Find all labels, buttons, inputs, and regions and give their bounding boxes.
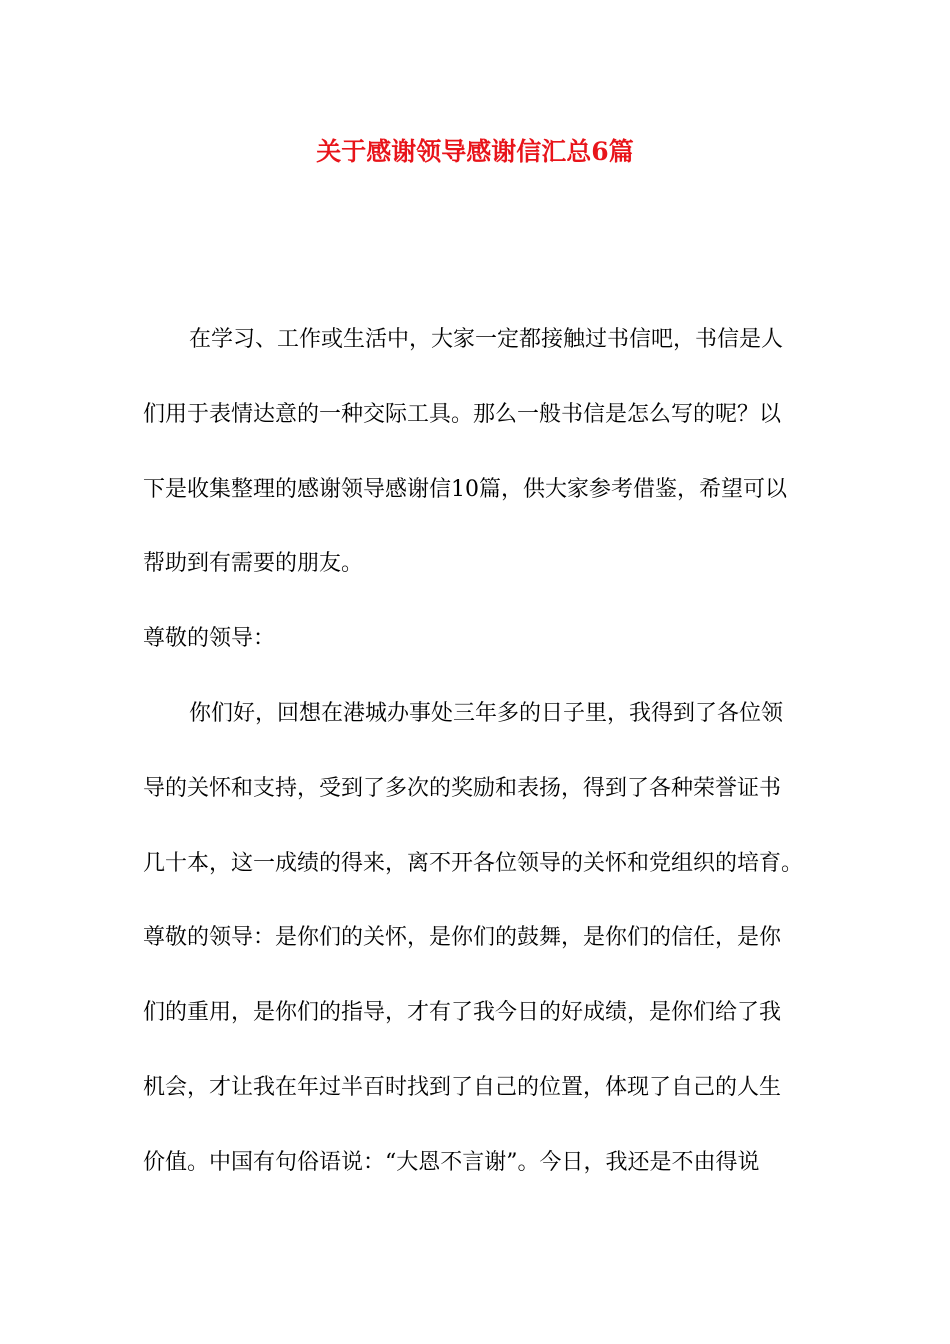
document-body bbox=[143, 316, 823, 1214]
body-line: 几十本，这一成绩的得来，离不开各位领导的关怀和党组织的培育。 bbox=[143, 850, 804, 876]
body-line: 机会，才让我在年过半百时找到了自己的位置，体现了自己的人生 bbox=[143, 1074, 782, 1100]
body-line: 你们好，回想在港城办事处三年多的日子里，我得到了各位领 bbox=[189, 700, 784, 726]
salutation: 尊敬的领导： bbox=[143, 626, 276, 652]
body-line: 们用于表情达意的一种交际工具。那么一般书信是怎么写的呢？以 bbox=[143, 401, 782, 427]
body-line: 导的关怀和支持，受到了多次的奖励和表扬，得到了各种荣誉证书 bbox=[143, 775, 782, 801]
body-line: 下是收集整理的感谢领导感谢信10篇，供大家参考借鉴，希望可以 bbox=[143, 476, 787, 502]
body-line: 们的重用，是你们的指导，才有了我今日的好成绩，是你们给了我 bbox=[143, 1000, 782, 1026]
body-line: 价值。中国有句俗语说：“大恩不言谢”。今日，我还是不由得说 bbox=[143, 1149, 760, 1175]
body-line: 帮助到有需要的朋友。 bbox=[143, 551, 364, 577]
document-title: 关于感谢领导感谢信汇总6篇 bbox=[316, 137, 634, 166]
body-line: 尊敬的领导：是你们的关怀，是你们的鼓舞，是你们的信任，是你 bbox=[143, 925, 782, 951]
body-line: 在学习、工作或生活中，大家一定都接触过书信吧，书信是人 bbox=[189, 327, 784, 352]
